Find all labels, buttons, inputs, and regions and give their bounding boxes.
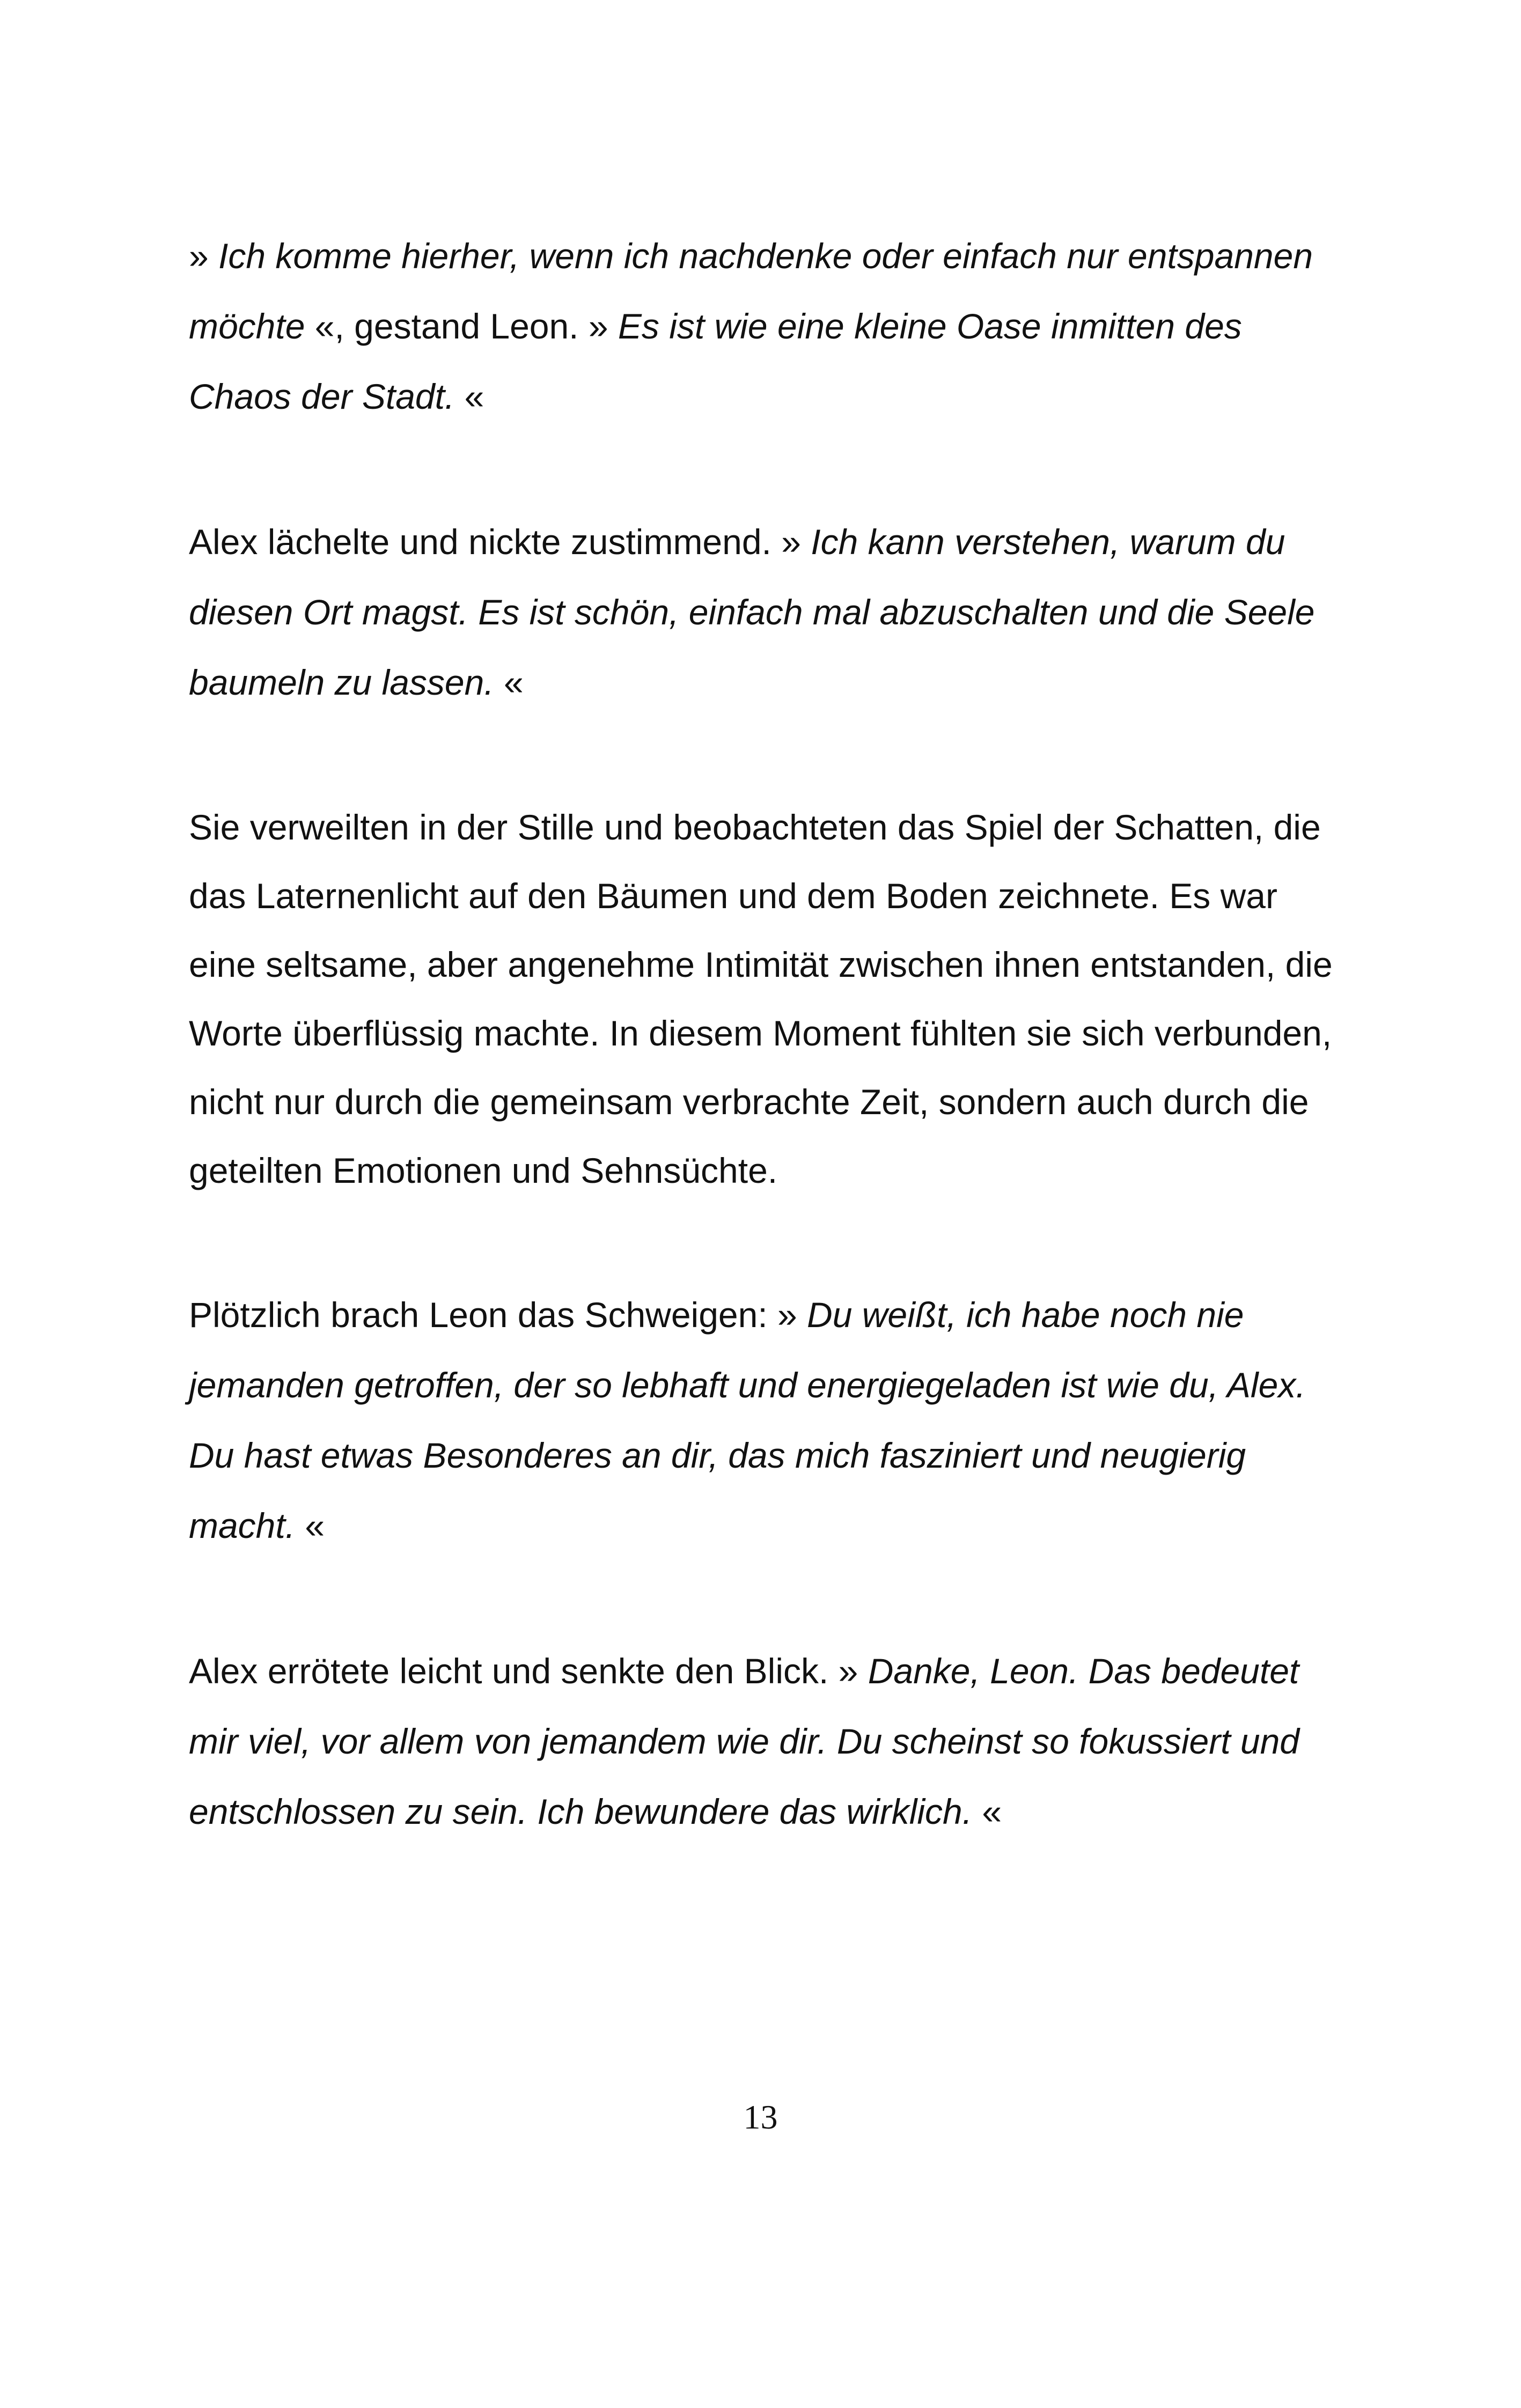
text-segment: « [972, 1792, 1002, 1831]
text-segment: « [295, 1506, 325, 1545]
text-segment: Plötzlich brach Leon das Schweigen: » [189, 1295, 807, 1335]
text-segment: « [454, 377, 484, 416]
text-segment: « [494, 662, 524, 702]
text-segment: » [189, 236, 219, 276]
dialogue-segment: Es ist wie eine kleine Oase inmitten des Chaos der Stadt. [189, 306, 1242, 416]
text-segment: Alex lächelte und nickte zustimmend. » [189, 522, 811, 562]
dialogue-segment: Ich kann verstehen, warum du diesen Ort magst. Es ist schön, einfach mal abzuschalten und die Seele baumeln zu lassen. [189, 522, 1315, 702]
paragraph-4 [189, 1280, 1337, 1561]
paragraph-2 [189, 507, 1337, 718]
text-segment: «, gestand Leon. » [305, 306, 618, 346]
body-text [189, 221, 1337, 1847]
paragraph-5 [189, 1636, 1337, 1847]
page-number: 13 [743, 2098, 778, 2136]
paragraph-1 [189, 221, 1337, 432]
text-segment: Alex errötete leicht und senkte den Blick. » [189, 1651, 868, 1691]
dialogue-segment: Du weißt, ich habe noch nie jemanden getroffen, der so lebhaft und energiegeladen ist wie du, Alex. Du hast etwas Besonderes an dir, das mich fasziniert und neugierig macht. [189, 1295, 1306, 1545]
paragraph-3 [189, 793, 1337, 1205]
dialogue-segment: Danke, Leon. Das bedeutet mir viel, vor allem von jemandem wie dir. Du scheinst so fokussiert und entschlossen zu sein. Ich bewundere das wirklich. [189, 1651, 1300, 1831]
dialogue-segment: Ich komme hierher, wenn ich nachdenke oder einfach nur entspannen möchte [189, 236, 1313, 346]
text-segment: Sie verweilten in der Stille und beobachteten das Spiel der Schatten, die das Laternenlicht auf den Bäumen und dem Boden zeichnete. Es war eine seltsame, aber angenehme Intimität zwischen ihnen entstanden, die Worte überflüssig machte. In diesem Moment fühlten sie sich verbunden, nicht nur durch die gemeinsam verbrachte Zeit, sondern auch durch die geteilten Emotionen und Sehnsüchte. [189, 807, 1333, 1190]
